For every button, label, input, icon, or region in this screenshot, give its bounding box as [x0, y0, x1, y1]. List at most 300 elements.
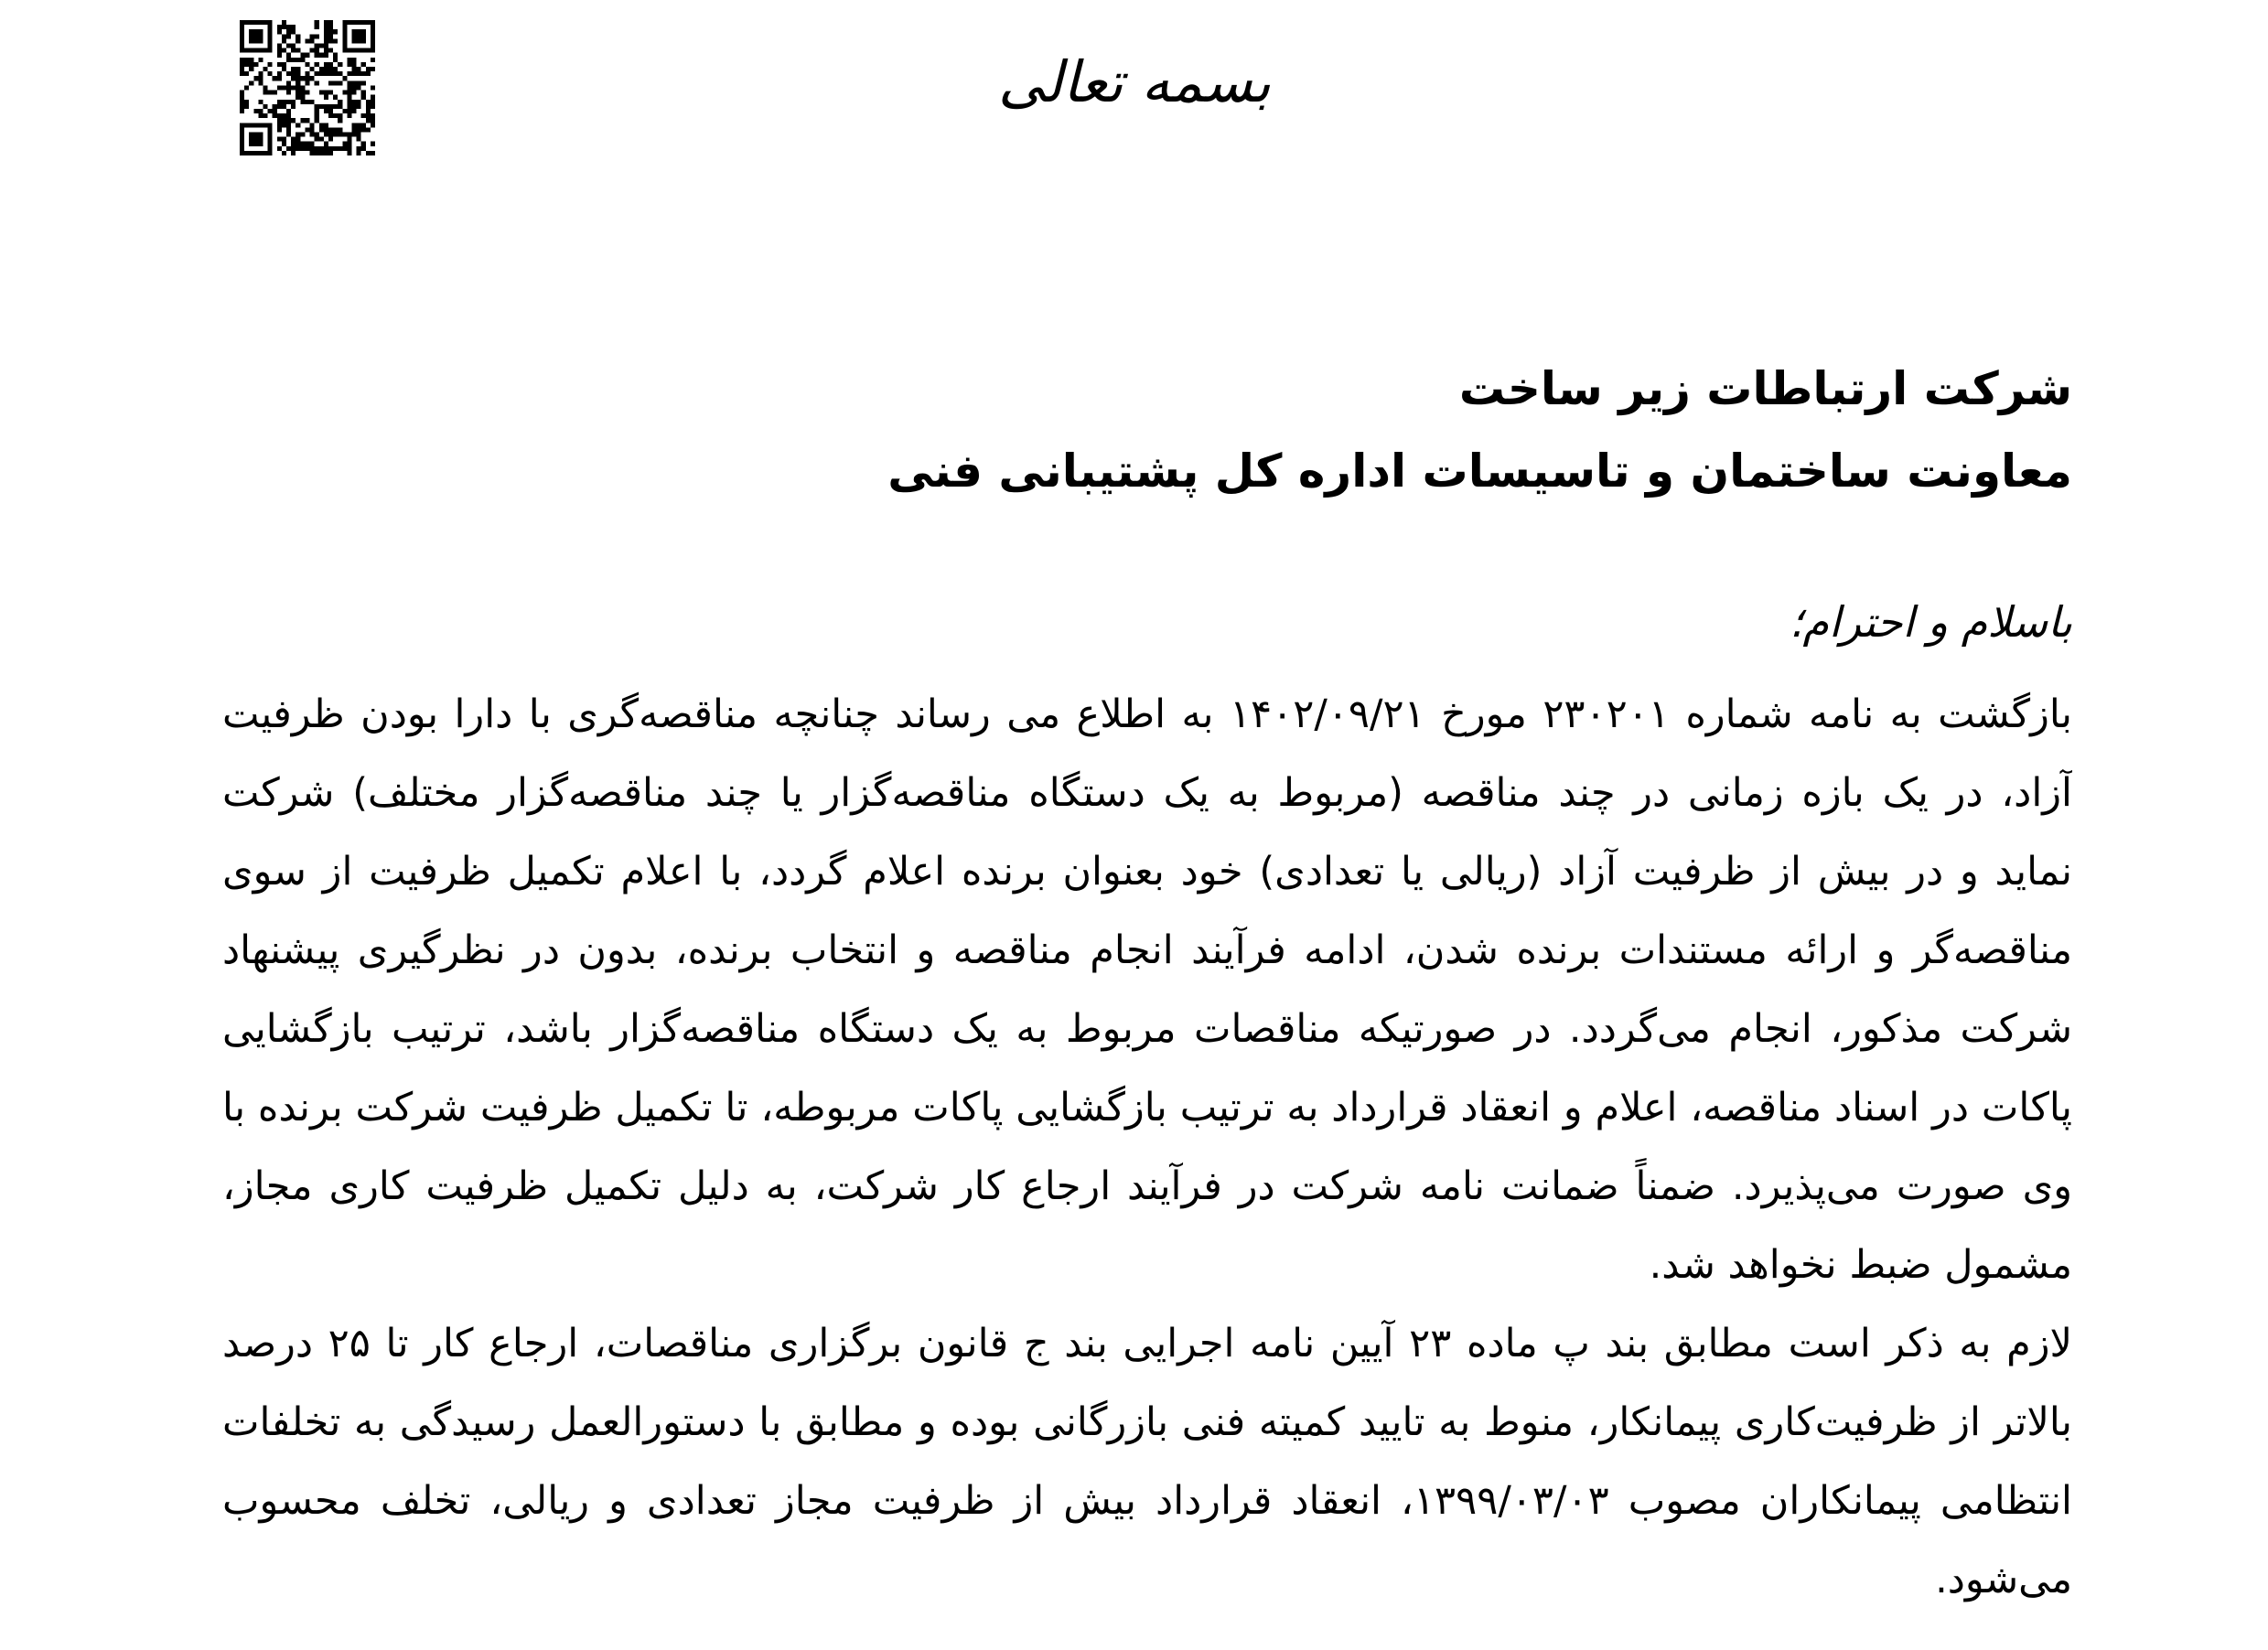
qr-module	[286, 53, 291, 58]
paragraph-2-line: بالاتر از ظرفیت‌کاری پیمانکار، منوط به تایید کمیته فنی بازرگانی بوده و مطابق با دستورالعمل رسیدگی به تخلفات	[222, 1399, 2072, 1445]
qr-module	[342, 76, 347, 80]
qr-module	[324, 62, 328, 67]
qr-module	[357, 67, 361, 71]
qr-module	[291, 146, 296, 151]
qr-module	[351, 58, 356, 62]
qr-module	[300, 76, 305, 80]
qr-module	[249, 80, 253, 85]
qr-module	[268, 71, 273, 76]
qr-module	[328, 34, 333, 38]
qr-module	[361, 91, 366, 95]
qr-module	[253, 29, 258, 34]
qr-module	[282, 118, 286, 123]
qr-module	[351, 100, 356, 104]
qr-module	[253, 109, 258, 113]
qr-module	[324, 95, 328, 100]
qr-module	[282, 142, 286, 146]
qr-module	[296, 48, 300, 53]
qr-module	[315, 146, 319, 151]
qr-module	[291, 104, 296, 109]
qr-module	[286, 123, 291, 127]
qr-module	[249, 123, 253, 127]
qr-module	[371, 95, 375, 100]
qr-module	[258, 48, 263, 53]
qr-module	[277, 146, 282, 151]
qr-module	[300, 146, 305, 151]
qr-module	[296, 123, 300, 127]
qr-module	[286, 118, 291, 123]
qr-module	[268, 62, 273, 67]
qr-module	[253, 20, 258, 25]
qr-module	[240, 29, 244, 34]
qr-module	[328, 67, 333, 71]
qr-module	[296, 80, 300, 85]
qr-module	[357, 137, 361, 142]
qr-module	[286, 25, 291, 29]
qr-module	[371, 123, 375, 127]
qr-module	[282, 137, 286, 142]
qr-module	[268, 137, 273, 142]
qr-module	[310, 100, 315, 104]
qr-module	[291, 48, 296, 53]
qr-module	[240, 95, 244, 100]
qr-module	[273, 76, 277, 80]
qr-module	[249, 38, 253, 43]
paragraph-1-line: نماید و در بیش از ظرفیت آزاد (ریالی یا تعدادی) خود بعنوان برنده اعلام گردد، با اعلام تکمیل ظرفیت از سوی	[222, 849, 2072, 895]
qr-module	[357, 104, 361, 109]
qr-module	[328, 80, 333, 85]
qr-module	[305, 118, 309, 123]
qr-module	[357, 20, 361, 25]
qr-module	[347, 85, 351, 90]
qr-module	[357, 127, 361, 132]
qr-module	[268, 38, 273, 43]
qr-module	[263, 48, 268, 53]
qr-module	[249, 137, 253, 142]
qr-module	[253, 62, 258, 67]
qr-module	[253, 76, 258, 80]
qr-module	[296, 71, 300, 76]
qr-module	[296, 146, 300, 151]
qr-module	[328, 127, 333, 132]
qr-module	[286, 91, 291, 95]
qr-module	[282, 48, 286, 53]
qr-module	[324, 109, 328, 113]
qr-module	[291, 44, 296, 48]
qr-module	[296, 58, 300, 62]
paragraph-2-line: انتظامی پیمانکاران مصوب ۱۳۹۹/۰۳/۰۳، انعقاد قرارداد بیش از ظرفیت مجاز تعدادی و ریالی، تخلف محسوب	[222, 1478, 2072, 1524]
qr-module	[328, 146, 333, 151]
qr-module	[328, 25, 333, 29]
qr-module	[371, 44, 375, 48]
letter-body	[222, 675, 2072, 1619]
qr-module	[342, 91, 347, 95]
qr-module	[286, 29, 291, 34]
qr-module	[258, 132, 263, 136]
qr-module	[277, 53, 282, 58]
qr-module	[249, 58, 253, 62]
qr-module	[338, 80, 342, 85]
qr-module	[282, 67, 286, 71]
qr-module	[366, 104, 371, 109]
qr-module	[268, 142, 273, 146]
qr-module	[296, 76, 300, 80]
qr-module	[282, 34, 286, 38]
qr-module	[273, 104, 277, 109]
qr-module	[286, 44, 291, 48]
qr-module	[319, 44, 324, 48]
qr-module	[268, 91, 273, 95]
qr-module	[244, 100, 249, 104]
qr-module	[286, 85, 291, 90]
qr-module	[319, 71, 324, 76]
qr-module	[291, 76, 296, 80]
qr-module	[324, 53, 328, 58]
qr-module	[328, 151, 333, 155]
qr-module	[253, 151, 258, 155]
qr-module	[244, 123, 249, 127]
paragraph-2-line: لازم به ذکر است مطابق بند پ ماده ۲۳ آیین نامه اجرایی بند ج قانون برگزاری مناقصات، ارجاع کار تا ۲۵ درصد	[222, 1321, 2072, 1366]
qr-module	[263, 91, 268, 95]
qr-module	[300, 58, 305, 62]
qr-module	[333, 146, 338, 151]
qr-module	[286, 113, 291, 118]
qr-module	[258, 76, 263, 80]
qr-module	[300, 95, 305, 100]
qr-module	[240, 109, 244, 113]
qr-module	[347, 20, 351, 25]
qr-module	[366, 100, 371, 104]
qr-module	[253, 34, 258, 38]
qr-module	[357, 80, 361, 85]
qr-module	[338, 146, 342, 151]
qr-module	[328, 38, 333, 43]
qr-module	[324, 25, 328, 29]
qr-module	[258, 58, 263, 62]
qr-module	[249, 67, 253, 71]
qr-module	[315, 20, 319, 25]
qr-module	[328, 91, 333, 95]
qr-module	[324, 151, 328, 155]
qr-module	[319, 146, 324, 151]
qr-module	[357, 71, 361, 76]
qr-module	[347, 109, 351, 113]
qr-module	[286, 58, 291, 62]
qr-module	[324, 67, 328, 71]
qr-module	[315, 80, 319, 85]
qr-module	[357, 123, 361, 127]
qr-module	[310, 38, 315, 43]
qr-module	[324, 44, 328, 48]
qr-module	[315, 151, 319, 155]
qr-module	[315, 44, 319, 48]
salutation: باسلام و احترام؛	[1789, 597, 2072, 647]
qr-module	[249, 34, 253, 38]
paragraph-1-line: پاکات در اسناد مناقصه، اعلام و انعقاد قرارداد به ترتیب بازگشایی پاکات مربوطه، تا تکمیل ظرفیت شرکت برنده با	[222, 1085, 2072, 1130]
qr-module	[333, 38, 338, 43]
qr-module	[300, 100, 305, 104]
qr-module	[244, 58, 249, 62]
qr-module	[333, 58, 338, 62]
qr-module	[286, 100, 291, 104]
qr-code-graphic	[240, 20, 375, 155]
qr-module	[357, 38, 361, 43]
qr-module	[342, 142, 347, 146]
qr-module	[315, 132, 319, 136]
qr-module	[371, 48, 375, 53]
qr-module	[347, 132, 351, 136]
recipient-company: شرکت ارتباطات زیر ساخت	[1458, 362, 2072, 415]
qr-module	[249, 151, 253, 155]
qr-module	[347, 113, 351, 118]
qr-module	[347, 146, 351, 151]
qr-module	[319, 104, 324, 109]
qr-module	[361, 123, 366, 127]
qr-module	[240, 127, 244, 132]
qr-module	[305, 53, 309, 58]
qr-module	[333, 113, 338, 118]
qr-module	[291, 29, 296, 34]
qr-module	[300, 53, 305, 58]
qr-module	[366, 127, 371, 132]
qr-module	[342, 38, 347, 43]
qr-module	[240, 100, 244, 104]
qr-module	[291, 71, 296, 76]
qr-module	[342, 146, 347, 151]
qr-module	[296, 38, 300, 43]
qr-module	[328, 104, 333, 109]
qr-module	[361, 48, 366, 53]
qr-module	[342, 34, 347, 38]
qr-module	[357, 29, 361, 34]
qr-module	[244, 151, 249, 155]
qr-module	[277, 71, 282, 76]
qr-module	[328, 62, 333, 67]
qr-module	[277, 104, 282, 109]
qr-module	[291, 58, 296, 62]
qr-module	[371, 34, 375, 38]
qr-module	[347, 62, 351, 67]
qr-module	[333, 80, 338, 85]
qr-module	[240, 34, 244, 38]
qr-module	[258, 109, 263, 113]
qr-module	[371, 29, 375, 34]
qr-module	[249, 62, 253, 67]
qr-module	[333, 71, 338, 76]
qr-module	[291, 151, 296, 155]
qr-module	[286, 132, 291, 136]
qr-module	[249, 48, 253, 53]
qr-module	[371, 38, 375, 43]
recipient-department: معاونت ساختمان و تاسیسات اداره کل پشتیبانی فنی	[887, 445, 2072, 498]
qr-module	[347, 104, 351, 109]
qr-module	[357, 48, 361, 53]
qr-module	[291, 25, 296, 29]
qr-module	[296, 67, 300, 71]
qr-module	[310, 76, 315, 80]
qr-module	[324, 34, 328, 38]
qr-module	[351, 127, 356, 132]
qr-module	[263, 20, 268, 25]
qr-module	[244, 104, 249, 109]
qr-module	[361, 142, 366, 146]
qr-module	[319, 91, 324, 95]
qr-module	[305, 62, 309, 67]
qr-module	[371, 25, 375, 29]
qr-module	[366, 48, 371, 53]
qr-module	[305, 146, 309, 151]
qr-module	[310, 146, 315, 151]
qr-module	[347, 71, 351, 76]
qr-module	[277, 48, 282, 53]
qr-module	[277, 44, 282, 48]
qr-module	[361, 29, 366, 34]
qr-module	[351, 85, 356, 90]
qr-module	[333, 53, 338, 58]
qr-module	[357, 151, 361, 155]
qr-module	[240, 137, 244, 142]
qr-module	[310, 151, 315, 155]
qr-module	[300, 118, 305, 123]
qr-module	[268, 29, 273, 34]
qr-module	[253, 132, 258, 136]
qr-module	[342, 25, 347, 29]
qr-module	[244, 71, 249, 76]
qr-module	[371, 118, 375, 123]
qr-module	[371, 113, 375, 118]
qr-module	[347, 142, 351, 146]
qr-module	[258, 34, 263, 38]
qr-module	[366, 71, 371, 76]
qr-module	[258, 29, 263, 34]
qr-module	[361, 34, 366, 38]
qr-module	[240, 104, 244, 109]
qr-module	[328, 29, 333, 34]
qr-module	[342, 29, 347, 34]
qr-module	[305, 71, 309, 76]
qr-module	[366, 151, 371, 155]
qr-module	[351, 91, 356, 95]
qr-module	[319, 53, 324, 58]
qr-module	[240, 58, 244, 62]
qr-module	[263, 123, 268, 127]
qr-module	[361, 62, 366, 67]
qr-module	[324, 142, 328, 146]
qr-module	[351, 62, 356, 67]
qr-module	[338, 118, 342, 123]
qr-module	[315, 109, 319, 113]
qr-module	[338, 127, 342, 132]
paragraph-1-line: شرکت مذکور، انجام می‌گردد. در صورتیکه مناقصات مربوط به یک دستگاه مناقصه‌گزار باشد، ترتیب بازگشایی	[222, 1006, 2072, 1052]
qr-module	[263, 67, 268, 71]
qr-module	[253, 48, 258, 53]
qr-module	[305, 142, 309, 146]
qr-module	[338, 113, 342, 118]
qr-module	[296, 132, 300, 136]
qr-module	[273, 91, 277, 95]
qr-module	[324, 29, 328, 34]
qr-module	[371, 104, 375, 109]
qr-module	[351, 20, 356, 25]
qr-module	[319, 123, 324, 127]
qr-module	[282, 38, 286, 43]
qr-module	[324, 146, 328, 151]
paragraph-1-line: بازگشت به نامه شماره ۲۳۰۲۰۱ مورخ ۱۴۰۲/۰۹/۲۱ به اطلاع می رساند چنانچه مناقصه‌گری با دارا بودن ظرفیت	[222, 691, 2072, 737]
qr-module	[333, 67, 338, 71]
qr-module	[351, 48, 356, 53]
qr-module	[263, 151, 268, 155]
qr-module	[357, 34, 361, 38]
qr-module	[315, 53, 319, 58]
qr-module	[347, 80, 351, 85]
qr-module	[319, 67, 324, 71]
qr-module	[361, 20, 366, 25]
qr-module	[351, 34, 356, 38]
qr-module	[328, 109, 333, 113]
qr-module	[268, 123, 273, 127]
qr-module	[240, 123, 244, 127]
qr-module	[315, 118, 319, 123]
qr-module	[333, 132, 338, 136]
qr-module	[371, 142, 375, 146]
qr-module	[258, 137, 263, 142]
qr-module	[240, 132, 244, 136]
qr-module	[351, 80, 356, 85]
qr-module	[282, 151, 286, 155]
qr-module	[371, 58, 375, 62]
qr-module	[291, 100, 296, 104]
qr-module	[268, 146, 273, 151]
basmala-heading: بسمه تعالی	[998, 48, 1271, 115]
qr-module	[240, 151, 244, 155]
qr-module	[342, 132, 347, 136]
qr-module	[282, 100, 286, 104]
qr-module	[286, 71, 291, 76]
qr-module	[338, 71, 342, 76]
qr-module	[310, 34, 315, 38]
qr-module	[305, 80, 309, 85]
qr-module	[240, 146, 244, 151]
qr-module	[268, 109, 273, 113]
qr-module	[371, 20, 375, 25]
qr-module	[277, 85, 282, 90]
qr-module	[357, 85, 361, 90]
qr-module	[366, 67, 371, 71]
qr-module	[240, 25, 244, 29]
qr-module	[342, 44, 347, 48]
qr-module	[240, 67, 244, 71]
qr-module	[277, 25, 282, 29]
qr-module	[291, 142, 296, 146]
qr-module	[253, 123, 258, 127]
qr-module	[282, 104, 286, 109]
qr-module	[357, 132, 361, 136]
qr-module	[258, 80, 263, 85]
qr-module	[240, 44, 244, 48]
qr-module	[258, 151, 263, 155]
qr-module	[296, 95, 300, 100]
qr-module	[310, 67, 315, 71]
qr-module	[338, 132, 342, 136]
qr-module	[300, 85, 305, 90]
qr-module	[240, 71, 244, 76]
qr-module	[315, 104, 319, 109]
qr-module	[300, 142, 305, 146]
qr-module	[328, 137, 333, 142]
qr-module	[361, 38, 366, 43]
qr-module	[342, 48, 347, 53]
qr-module	[324, 48, 328, 53]
